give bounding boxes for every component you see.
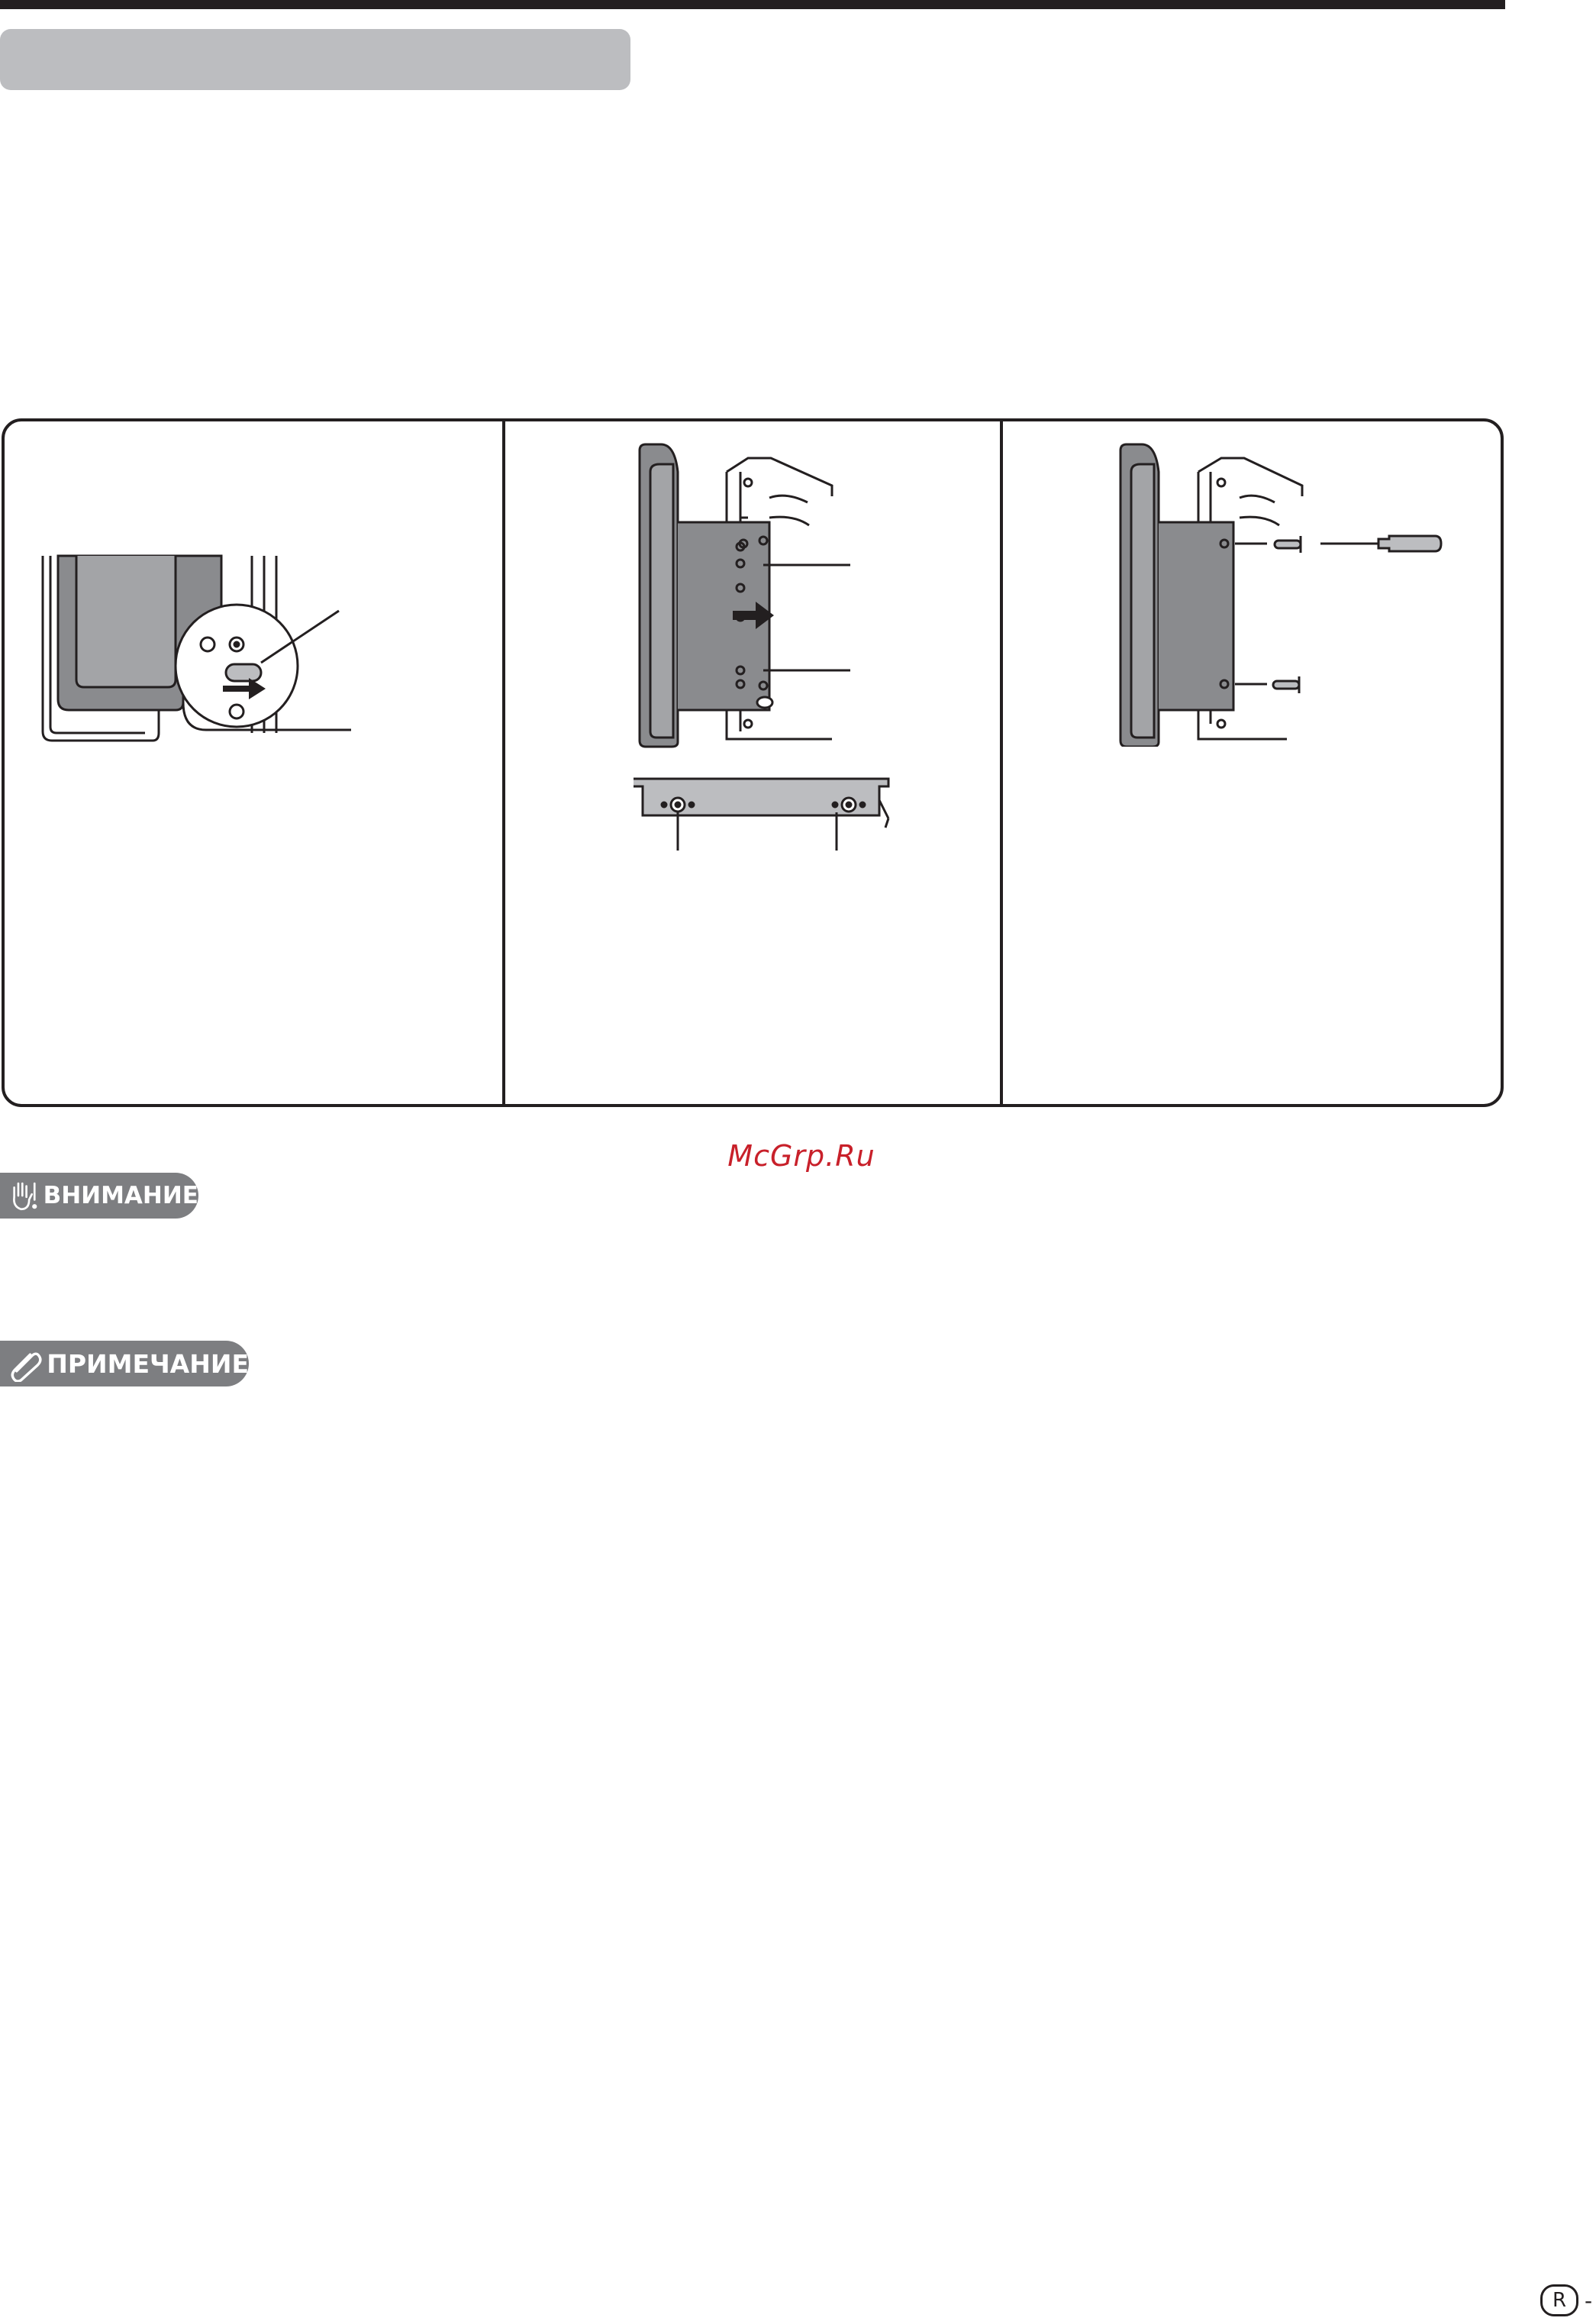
step3-illustration bbox=[1114, 441, 1443, 747]
watermark-text: McGrp.Ru bbox=[727, 1139, 875, 1173]
note-label: ПРИМЕЧАНИЕ bbox=[47, 1348, 249, 1379]
paperclip-icon bbox=[6, 1345, 42, 1382]
section-title-bar bbox=[0, 29, 630, 90]
step1-illustration bbox=[31, 550, 366, 756]
page-marker bbox=[1540, 2284, 1592, 2316]
note-badge bbox=[0, 1341, 249, 1386]
step2-illustration bbox=[634, 441, 924, 854]
top-rule bbox=[0, 0, 1505, 9]
page-suffix: - bbox=[1585, 2287, 1593, 2313]
region-circle: R bbox=[1540, 2284, 1578, 2316]
step-divider-2 bbox=[1000, 420, 1003, 1106]
caution-label: ВНИМАНИЕ bbox=[43, 1182, 198, 1209]
hand-stop-icon bbox=[6, 1177, 39, 1214]
step-divider-1 bbox=[502, 420, 505, 1106]
caution-badge bbox=[0, 1173, 198, 1219]
